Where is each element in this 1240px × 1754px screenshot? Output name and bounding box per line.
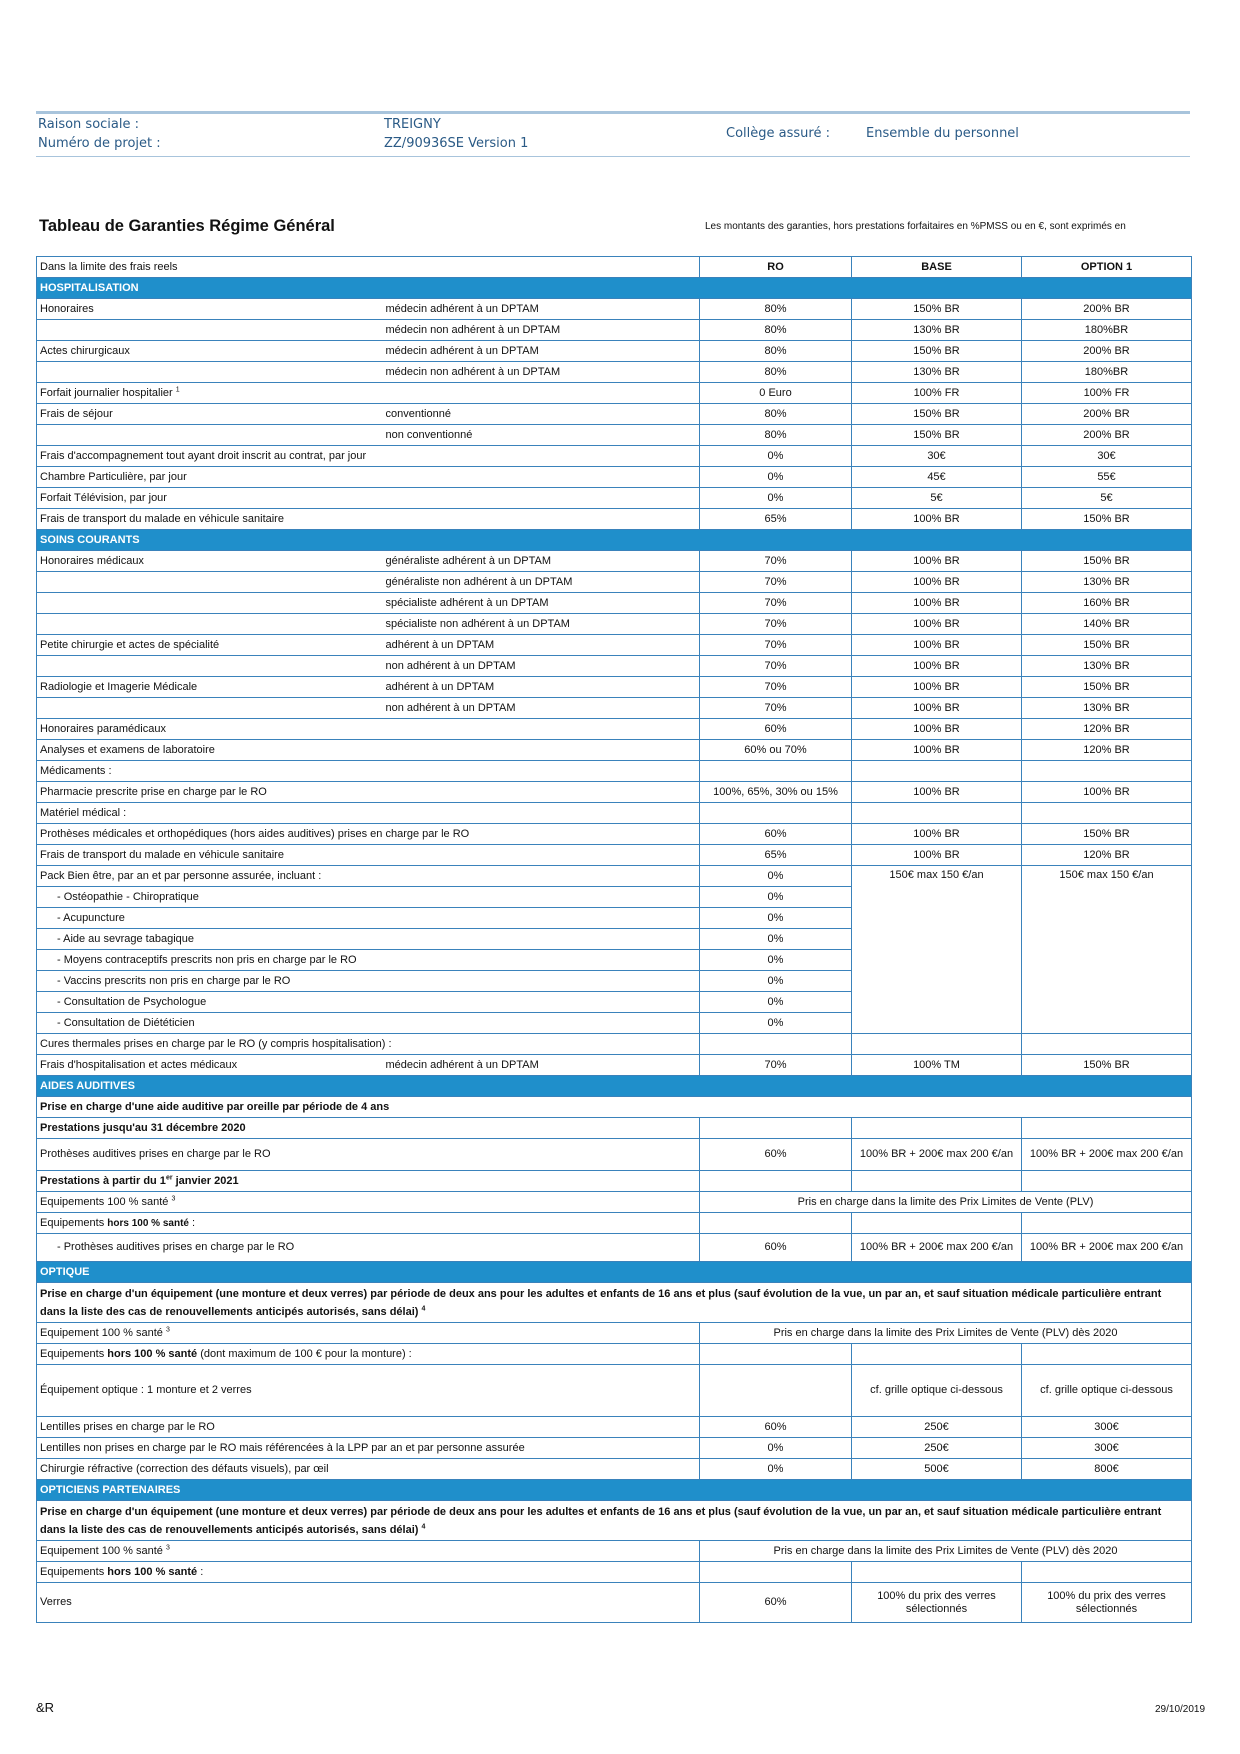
list-item: - Moyens contraceptifs prescrits non pris en charge par le RO 0% [37,950,1192,971]
section-hospitalisation: HOSPITALISATION [37,278,1192,299]
table-row: Prise en charge d'un équipement (une monture et deux verres) par période de deux ans pour les adultes et enfants de 16 ans et plus (sauf évolution de la vue, un par an, et sauf situation médicale particulière entrant dans la liste des cas de renouvellements anticipés autorisés, sans délai) $^4$ [37,1501,1192,1541]
table-row: Actes chirurgicaux médecin adhérent à un DPTAM 80% 150% BR 200% BR [37,341,1192,362]
table-header-row [37,257,1192,278]
table-row: Frais d'accompagnement tout ayant droit inscrit au contrat, par jour 0% 30€ 30€ [37,446,1192,467]
table-row: Forfait journalier hospitalier $^1$ 0 Euro 100% FR 100% FR [37,383,1192,404]
table-row: spécialiste adhérent à un DPTAM 70% 100% BR 160% BR [37,593,1192,614]
footer-date: 29/10/2019 [1155,1704,1206,1715]
table-row: non adhérent à un DPTAM 70% 100% BR 130% BR [37,656,1192,677]
table-row: Frais d'hospitalisation et actes médicaux médecin adhérent à un DPTAM 70% 100% TM 150% BR [37,1055,1192,1076]
list-item: - Aide au sevrage tabagique 0% [37,929,1192,950]
list-item: - Vaccins prescrits non pris en charge par le RO 0% [37,971,1192,992]
table-row: non adhérent à un DPTAM 70% 100% BR 130% BR [37,698,1192,719]
list-item: - Ostéopathie - Chiropratique 0% [37,887,1192,908]
table-row: Analyses et examens de laboratoire 60% ou 70% 100% BR 120% BR [37,740,1192,761]
table-row: généraliste non adhérent à un DPTAM 70% 100% BR 130% BR [37,572,1192,593]
table-row: Equipement 100 % santé $^3$ Pris en charge dans la limite des Prix Limites de Vente (PLV) dès 2020 [37,1323,1192,1344]
table-row: Chambre Particulière, par jour 0% 45€ 55€ [37,467,1192,488]
page-title: Tableau de Garanties Régime Général [39,217,335,235]
header-base: BASE [852,257,1022,278]
table-row: Frais de séjour conventionné 80% 150% BR 200% BR [37,404,1192,425]
table-row: Honoraires médicaux généraliste adhérent à un DPTAM 70% 100% BR 150% BR [37,551,1192,572]
list-item: - Consultation de Psychologue 0% [37,992,1192,1013]
header-option: OPTION 1 [1022,257,1192,278]
table-row: Equipement 100 % santé $^3$ Pris en charge dans la limite des Prix Limites de Vente (PLV) dès 2020 [37,1541,1192,1562]
amounts-note: Les montants des garanties, hors prestations forfaitaires en %PMSS ou en €, sont exprimés en [705,221,1126,232]
table-row: Forfait Télévision, par jour 0% 5€ 5€ [37,488,1192,509]
table-row: Prestations jusqu'au 31 décembre 2020 [37,1118,1192,1139]
header-block [36,111,1190,157]
header-ro: RO [700,257,852,278]
table-row: Equipements 100 % santé $^3$ Pris en charge dans la limite des Prix Limites de Vente (PLV) [37,1192,1192,1213]
section-opticiens-partenaires: OPTICIENS PARTENAIRES [37,1480,1192,1501]
table-row: Pharmacie prescrite prise en charge par le RO 100%, 65%, 30% ou 15% 100% BR 100% BR [37,782,1192,803]
table-row: Lentilles non prises en charge par le RO mais référencées à la LPP par an et par personne assurée 0% 250€ 300€ [37,1438,1192,1459]
table-row: Matériel médical : [37,803,1192,824]
table-row: médecin non adhérent à un DPTAM 80% 130% BR 180%BR [37,362,1192,383]
table-row: Chirurgie réfractive (correction des défauts visuels), par œil 0% 500€ 800€ [37,1459,1192,1480]
table-row: Petite chirurgie et actes de spécialité adhérent à un DPTAM 70% 100% BR 150% BR [37,635,1192,656]
list-item: - Acupuncture 0% [37,908,1192,929]
table-row: Honoraires paramédicaux 60% 100% BR 120% BR [37,719,1192,740]
table-row: Prestations à partir du 1er janvier 2021 [37,1171,1192,1192]
table-row: Cures thermales prises en charge par le RO (y compris hospitalisation) : [37,1034,1192,1055]
table-row: non conventionné 80% 150% BR 200% BR [37,425,1192,446]
table-row: spécialiste non adhérent à un DPTAM 70% 100% BR 140% BR [37,614,1192,635]
projet-value: ZZ/90936SE Version 1 [384,136,529,151]
table-row: Honoraires médecin adhérent à un DPTAM 80% 150% BR 200% BR [37,299,1192,320]
section-optique: OPTIQUE [37,1262,1192,1283]
raison-value: TREIGNY [384,117,441,132]
table-row: Radiologie et Imagerie Médicale adhérent à un DPTAM 70% 100% BR 150% BR [37,677,1192,698]
footer-left: &R [36,1700,55,1715]
soins-rows [37,551,1192,761]
table-row: Equipements hors 100 % santé : [37,1562,1192,1583]
guarantees-table [36,256,1192,1623]
hospitalisation-rows [37,299,1192,530]
college-value: Ensemble du personnel [866,126,1019,141]
table-row: Équipement optique : 1 monture et 2 verres cf. grille optique ci-dessous cf. grille optique ci-dessous [37,1365,1192,1417]
section-soins-courants: SOINS COURANTS [37,530,1192,551]
table-row: Prothèses auditives prises en charge par le RO 60% 100% BR + 200€ max 200 €/an 100% BR + 200€ max 200 €/an [37,1139,1192,1171]
section-aides-auditives: AIDES AUDITIVES [37,1076,1192,1097]
projet-label: Numéro de projet : [38,136,161,151]
table-row: Pack Bien être, par an et par personne assurée, incluant : 0% 150€ max 150 €/an 150€ max 150 €/an [37,866,1192,887]
table-row: Verres 60% 100% du prix des verres sélectionnés 100% du prix des verres sélectionnés [37,1583,1192,1623]
table-row: Equipements hors 100 % santé (dont maximum de 100 € pour la monture) : [37,1344,1192,1365]
college-label: Collège assuré : [726,126,830,141]
pack-bien-etre [37,866,1192,1034]
list-item: - Consultation de Diététicien 0% [37,1013,1192,1034]
raison-label: Raison sociale : [38,117,139,132]
table-row: - Prothèses auditives prises en charge par le RO 60% 100% BR + 200€ max 200 €/an 100% BR + 200€ max 200 €/an [37,1234,1192,1262]
table-row: Prothèses médicales et orthopédiques (hors aides auditives) prises en charge par le RO 60% 100% BR 150% BR [37,824,1192,845]
table-row: Prise en charge d'une aide auditive par oreille par période de 4 ans [37,1097,1192,1118]
table-row: Frais de transport du malade en véhicule sanitaire 65% 100% BR 150% BR [37,509,1192,530]
table-row: Lentilles prises en charge par le RO 60% 250€ 300€ [37,1417,1192,1438]
header-limit-label: Dans la limite des frais reels [37,257,700,278]
table-row: Frais de transport du malade en véhicule sanitaire 65% 100% BR 120% BR [37,845,1192,866]
table-row: Equipements hors 100 % santé : [37,1213,1192,1234]
table-row: Prise en charge d'un équipement (une monture et deux verres) par période de deux ans pour les adultes et enfants de 16 ans et plus (sauf évolution de la vue, un par an, et sauf situation médicale particulière entrant dans la liste des cas de renouvellements anticipés autorisés, sans délai) $^4$ [37,1283,1192,1323]
table-row: médecin non adhérent à un DPTAM 80% 130% BR 180%BR [37,320,1192,341]
optique-rows [37,1417,1192,1480]
table-row: Médicaments : [37,761,1192,782]
